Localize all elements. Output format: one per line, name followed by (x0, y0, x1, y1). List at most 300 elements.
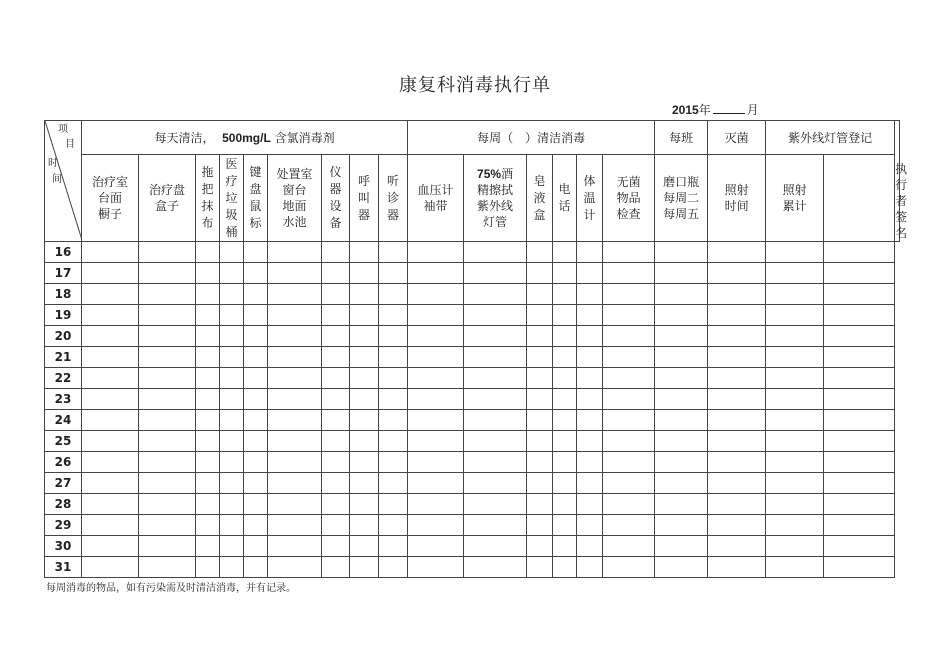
entry-cell[interactable] (268, 515, 322, 536)
entry-cell[interactable] (655, 347, 708, 368)
entry-cell[interactable] (766, 431, 824, 452)
entry-cell[interactable] (824, 515, 895, 536)
entry-cell[interactable] (196, 389, 220, 410)
entry-cell[interactable] (322, 305, 350, 326)
entry-cell[interactable] (553, 410, 577, 431)
entry-cell[interactable] (268, 284, 322, 305)
entry-cell[interactable] (379, 263, 408, 284)
entry-cell[interactable] (708, 536, 766, 557)
entry-cell[interactable] (824, 536, 895, 557)
entry-cell[interactable] (139, 284, 196, 305)
entry-cell[interactable] (220, 242, 244, 263)
entry-cell[interactable] (655, 494, 708, 515)
entry-cell[interactable] (379, 305, 408, 326)
entry-cell[interactable] (577, 326, 603, 347)
entry-cell[interactable] (350, 305, 379, 326)
entry-cell[interactable] (655, 431, 708, 452)
entry-cell[interactable] (220, 515, 244, 536)
entry-cell[interactable] (322, 326, 350, 347)
entry-cell[interactable] (82, 494, 139, 515)
entry-cell[interactable] (220, 347, 244, 368)
entry-cell[interactable] (322, 368, 350, 389)
entry-cell[interactable] (464, 431, 527, 452)
entry-cell[interactable] (322, 557, 350, 578)
entry-cell[interactable] (603, 284, 655, 305)
entry-cell[interactable] (139, 305, 196, 326)
entry-cell[interactable] (766, 494, 824, 515)
entry-cell[interactable] (244, 368, 268, 389)
entry-cell[interactable] (196, 473, 220, 494)
entry-cell[interactable] (244, 557, 268, 578)
entry-cell[interactable] (577, 515, 603, 536)
entry-cell[interactable] (82, 242, 139, 263)
entry-cell[interactable] (577, 305, 603, 326)
entry-cell[interactable] (408, 431, 464, 452)
entry-cell[interactable] (708, 473, 766, 494)
entry-cell[interactable] (408, 410, 464, 431)
entry-cell[interactable] (268, 263, 322, 284)
entry-cell[interactable] (766, 557, 824, 578)
entry-cell[interactable] (527, 389, 553, 410)
entry-cell[interactable] (824, 557, 895, 578)
entry-cell[interactable] (553, 494, 577, 515)
entry-cell[interactable] (603, 326, 655, 347)
entry-cell[interactable] (553, 347, 577, 368)
entry-cell[interactable] (322, 389, 350, 410)
entry-cell[interactable] (220, 263, 244, 284)
entry-cell[interactable] (379, 452, 408, 473)
entry-cell[interactable] (244, 410, 268, 431)
entry-cell[interactable] (408, 347, 464, 368)
entry-cell[interactable] (603, 389, 655, 410)
entry-cell[interactable] (350, 515, 379, 536)
entry-cell[interactable] (824, 452, 895, 473)
entry-cell[interactable] (379, 536, 408, 557)
entry-cell[interactable] (655, 515, 708, 536)
entry-cell[interactable] (655, 557, 708, 578)
entry-cell[interactable] (708, 284, 766, 305)
entry-cell[interactable] (82, 473, 139, 494)
entry-cell[interactable] (527, 263, 553, 284)
entry-cell[interactable] (322, 452, 350, 473)
entry-cell[interactable] (350, 326, 379, 347)
entry-cell[interactable] (196, 557, 220, 578)
entry-cell[interactable] (766, 473, 824, 494)
entry-cell[interactable] (464, 494, 527, 515)
entry-cell[interactable] (379, 410, 408, 431)
entry-cell[interactable] (82, 284, 139, 305)
entry-cell[interactable] (603, 515, 655, 536)
entry-cell[interactable] (766, 305, 824, 326)
entry-cell[interactable] (350, 242, 379, 263)
entry-cell[interactable] (82, 305, 139, 326)
entry-cell[interactable] (766, 368, 824, 389)
entry-cell[interactable] (408, 305, 464, 326)
entry-cell[interactable] (139, 452, 196, 473)
entry-cell[interactable] (577, 347, 603, 368)
entry-cell[interactable] (708, 347, 766, 368)
entry-cell[interactable] (824, 284, 895, 305)
entry-cell[interactable] (196, 452, 220, 473)
entry-cell[interactable] (139, 473, 196, 494)
entry-cell[interactable] (350, 263, 379, 284)
entry-cell[interactable] (139, 536, 196, 557)
entry-cell[interactable] (268, 389, 322, 410)
entry-cell[interactable] (268, 557, 322, 578)
entry-cell[interactable] (708, 368, 766, 389)
entry-cell[interactable] (350, 389, 379, 410)
entry-cell[interactable] (82, 326, 139, 347)
entry-cell[interactable] (603, 410, 655, 431)
entry-cell[interactable] (603, 242, 655, 263)
entry-cell[interactable] (322, 473, 350, 494)
entry-cell[interactable] (379, 515, 408, 536)
entry-cell[interactable] (196, 368, 220, 389)
entry-cell[interactable] (196, 494, 220, 515)
entry-cell[interactable] (322, 536, 350, 557)
entry-cell[interactable] (553, 242, 577, 263)
entry-cell[interactable] (708, 242, 766, 263)
entry-cell[interactable] (577, 557, 603, 578)
entry-cell[interactable] (527, 452, 553, 473)
entry-cell[interactable] (553, 263, 577, 284)
entry-cell[interactable] (322, 431, 350, 452)
entry-cell[interactable] (603, 452, 655, 473)
entry-cell[interactable] (350, 494, 379, 515)
entry-cell[interactable] (464, 473, 527, 494)
entry-cell[interactable] (708, 494, 766, 515)
entry-cell[interactable] (464, 389, 527, 410)
entry-cell[interactable] (196, 410, 220, 431)
entry-cell[interactable] (379, 347, 408, 368)
entry-cell[interactable] (655, 389, 708, 410)
entry-cell[interactable] (708, 389, 766, 410)
entry-cell[interactable] (464, 536, 527, 557)
entry-cell[interactable] (708, 410, 766, 431)
entry-cell[interactable] (408, 242, 464, 263)
entry-cell[interactable] (708, 515, 766, 536)
entry-cell[interactable] (379, 494, 408, 515)
entry-cell[interactable] (220, 536, 244, 557)
entry-cell[interactable] (408, 557, 464, 578)
entry-cell[interactable] (220, 284, 244, 305)
entry-cell[interactable] (244, 389, 268, 410)
entry-cell[interactable] (139, 263, 196, 284)
entry-cell[interactable] (603, 305, 655, 326)
entry-cell[interactable] (553, 473, 577, 494)
entry-cell[interactable] (824, 431, 895, 452)
entry-cell[interactable] (379, 242, 408, 263)
entry-cell[interactable] (655, 284, 708, 305)
entry-cell[interactable] (268, 410, 322, 431)
entry-cell[interactable] (603, 473, 655, 494)
entry-cell[interactable] (379, 431, 408, 452)
entry-cell[interactable] (527, 305, 553, 326)
entry-cell[interactable] (655, 263, 708, 284)
entry-cell[interactable] (268, 473, 322, 494)
entry-cell[interactable] (408, 515, 464, 536)
entry-cell[interactable] (220, 431, 244, 452)
entry-cell[interactable] (139, 431, 196, 452)
entry-cell[interactable] (553, 431, 577, 452)
entry-cell[interactable] (82, 431, 139, 452)
entry-cell[interactable] (464, 305, 527, 326)
entry-cell[interactable] (527, 347, 553, 368)
entry-cell[interactable] (82, 389, 139, 410)
entry-cell[interactable] (577, 431, 603, 452)
entry-cell[interactable] (196, 347, 220, 368)
entry-cell[interactable] (655, 473, 708, 494)
entry-cell[interactable] (196, 284, 220, 305)
entry-cell[interactable] (244, 536, 268, 557)
entry-cell[interactable] (268, 431, 322, 452)
entry-cell[interactable] (379, 368, 408, 389)
entry-cell[interactable] (766, 452, 824, 473)
entry-cell[interactable] (655, 368, 708, 389)
entry-cell[interactable] (196, 242, 220, 263)
entry-cell[interactable] (220, 389, 244, 410)
entry-cell[interactable] (139, 515, 196, 536)
entry-cell[interactable] (244, 326, 268, 347)
entry-cell[interactable] (408, 284, 464, 305)
entry-cell[interactable] (268, 242, 322, 263)
entry-cell[interactable] (139, 347, 196, 368)
entry-cell[interactable] (350, 536, 379, 557)
entry-cell[interactable] (766, 242, 824, 263)
entry-cell[interactable] (244, 242, 268, 263)
entry-cell[interactable] (82, 515, 139, 536)
entry-cell[interactable] (244, 431, 268, 452)
entry-cell[interactable] (139, 494, 196, 515)
entry-cell[interactable] (577, 473, 603, 494)
entry-cell[interactable] (553, 515, 577, 536)
entry-cell[interactable] (553, 284, 577, 305)
month-blank[interactable] (713, 102, 745, 114)
entry-cell[interactable] (603, 536, 655, 557)
entry-cell[interactable] (577, 494, 603, 515)
entry-cell[interactable] (766, 389, 824, 410)
entry-cell[interactable] (268, 347, 322, 368)
entry-cell[interactable] (824, 347, 895, 368)
entry-cell[interactable] (577, 242, 603, 263)
entry-cell[interactable] (527, 431, 553, 452)
entry-cell[interactable] (244, 284, 268, 305)
entry-cell[interactable] (220, 326, 244, 347)
entry-cell[interactable] (268, 494, 322, 515)
entry-cell[interactable] (603, 431, 655, 452)
entry-cell[interactable] (527, 536, 553, 557)
entry-cell[interactable] (708, 263, 766, 284)
entry-cell[interactable] (464, 557, 527, 578)
entry-cell[interactable] (139, 557, 196, 578)
entry-cell[interactable] (464, 284, 527, 305)
entry-cell[interactable] (577, 536, 603, 557)
entry-cell[interactable] (464, 242, 527, 263)
entry-cell[interactable] (527, 368, 553, 389)
entry-cell[interactable] (603, 494, 655, 515)
entry-cell[interactable] (82, 410, 139, 431)
entry-cell[interactable] (824, 305, 895, 326)
entry-cell[interactable] (350, 284, 379, 305)
entry-cell[interactable] (766, 410, 824, 431)
entry-cell[interactable] (350, 452, 379, 473)
entry-cell[interactable] (268, 305, 322, 326)
entry-cell[interactable] (577, 410, 603, 431)
entry-cell[interactable] (408, 473, 464, 494)
entry-cell[interactable] (350, 557, 379, 578)
entry-cell[interactable] (655, 242, 708, 263)
entry-cell[interactable] (244, 515, 268, 536)
entry-cell[interactable] (196, 431, 220, 452)
entry-cell[interactable] (379, 284, 408, 305)
entry-cell[interactable] (139, 410, 196, 431)
entry-cell[interactable] (766, 347, 824, 368)
entry-cell[interactable] (708, 326, 766, 347)
entry-cell[interactable] (196, 305, 220, 326)
entry-cell[interactable] (553, 536, 577, 557)
entry-cell[interactable] (408, 389, 464, 410)
entry-cell[interactable] (527, 284, 553, 305)
entry-cell[interactable] (82, 557, 139, 578)
entry-cell[interactable] (464, 326, 527, 347)
entry-cell[interactable] (268, 368, 322, 389)
entry-cell[interactable] (553, 389, 577, 410)
entry-cell[interactable] (464, 452, 527, 473)
entry-cell[interactable] (139, 389, 196, 410)
entry-cell[interactable] (464, 263, 527, 284)
entry-cell[interactable] (824, 368, 895, 389)
entry-cell[interactable] (577, 284, 603, 305)
entry-cell[interactable] (244, 263, 268, 284)
entry-cell[interactable] (350, 473, 379, 494)
entry-cell[interactable] (408, 263, 464, 284)
entry-cell[interactable] (220, 410, 244, 431)
entry-cell[interactable] (766, 263, 824, 284)
entry-cell[interactable] (408, 536, 464, 557)
entry-cell[interactable] (244, 347, 268, 368)
entry-cell[interactable] (268, 326, 322, 347)
entry-cell[interactable] (220, 494, 244, 515)
entry-cell[interactable] (379, 557, 408, 578)
entry-cell[interactable] (379, 473, 408, 494)
entry-cell[interactable] (408, 494, 464, 515)
entry-cell[interactable] (196, 515, 220, 536)
entry-cell[interactable] (527, 326, 553, 347)
entry-cell[interactable] (824, 242, 895, 263)
entry-cell[interactable] (766, 515, 824, 536)
entry-cell[interactable] (464, 347, 527, 368)
entry-cell[interactable] (220, 557, 244, 578)
entry-cell[interactable] (322, 515, 350, 536)
entry-cell[interactable] (527, 494, 553, 515)
entry-cell[interactable] (553, 557, 577, 578)
entry-cell[interactable] (655, 536, 708, 557)
entry-cell[interactable] (350, 368, 379, 389)
entry-cell[interactable] (196, 326, 220, 347)
entry-cell[interactable] (350, 347, 379, 368)
entry-cell[interactable] (577, 389, 603, 410)
entry-cell[interactable] (553, 305, 577, 326)
entry-cell[interactable] (82, 263, 139, 284)
entry-cell[interactable] (766, 284, 824, 305)
entry-cell[interactable] (244, 452, 268, 473)
entry-cell[interactable] (603, 368, 655, 389)
entry-cell[interactable] (82, 368, 139, 389)
entry-cell[interactable] (464, 515, 527, 536)
entry-cell[interactable] (322, 410, 350, 431)
entry-cell[interactable] (553, 368, 577, 389)
entry-cell[interactable] (408, 326, 464, 347)
entry-cell[interactable] (655, 305, 708, 326)
entry-cell[interactable] (553, 452, 577, 473)
entry-cell[interactable] (708, 431, 766, 452)
entry-cell[interactable] (408, 368, 464, 389)
entry-cell[interactable] (603, 557, 655, 578)
entry-cell[interactable] (268, 536, 322, 557)
entry-cell[interactable] (527, 473, 553, 494)
entry-cell[interactable] (577, 368, 603, 389)
entry-cell[interactable] (350, 431, 379, 452)
entry-cell[interactable] (527, 557, 553, 578)
entry-cell[interactable] (824, 389, 895, 410)
entry-cell[interactable] (603, 263, 655, 284)
entry-cell[interactable] (322, 284, 350, 305)
entry-cell[interactable] (220, 305, 244, 326)
entry-cell[interactable] (244, 305, 268, 326)
entry-cell[interactable] (766, 326, 824, 347)
entry-cell[interactable] (553, 326, 577, 347)
entry-cell[interactable] (464, 368, 527, 389)
entry-cell[interactable] (196, 536, 220, 557)
entry-cell[interactable] (244, 494, 268, 515)
entry-cell[interactable] (379, 326, 408, 347)
entry-cell[interactable] (527, 515, 553, 536)
entry-cell[interactable] (220, 452, 244, 473)
entry-cell[interactable] (408, 452, 464, 473)
entry-cell[interactable] (196, 263, 220, 284)
entry-cell[interactable] (244, 473, 268, 494)
entry-cell[interactable] (577, 452, 603, 473)
entry-cell[interactable] (824, 494, 895, 515)
entry-cell[interactable] (139, 326, 196, 347)
entry-cell[interactable] (139, 242, 196, 263)
entry-cell[interactable] (322, 347, 350, 368)
entry-cell[interactable] (708, 557, 766, 578)
entry-cell[interactable] (268, 452, 322, 473)
entry-cell[interactable] (322, 242, 350, 263)
entry-cell[interactable] (577, 263, 603, 284)
entry-cell[interactable] (655, 452, 708, 473)
entry-cell[interactable] (322, 263, 350, 284)
entry-cell[interactable] (708, 452, 766, 473)
entry-cell[interactable] (824, 263, 895, 284)
entry-cell[interactable] (220, 473, 244, 494)
entry-cell[interactable] (322, 494, 350, 515)
entry-cell[interactable] (139, 368, 196, 389)
entry-cell[interactable] (603, 347, 655, 368)
entry-cell[interactable] (464, 410, 527, 431)
entry-cell[interactable] (527, 242, 553, 263)
entry-cell[interactable] (82, 452, 139, 473)
entry-cell[interactable] (82, 536, 139, 557)
entry-cell[interactable] (350, 410, 379, 431)
entry-cell[interactable] (766, 536, 824, 557)
entry-cell[interactable] (655, 326, 708, 347)
entry-cell[interactable] (655, 410, 708, 431)
entry-cell[interactable] (824, 326, 895, 347)
entry-cell[interactable] (527, 410, 553, 431)
entry-cell[interactable] (824, 473, 895, 494)
